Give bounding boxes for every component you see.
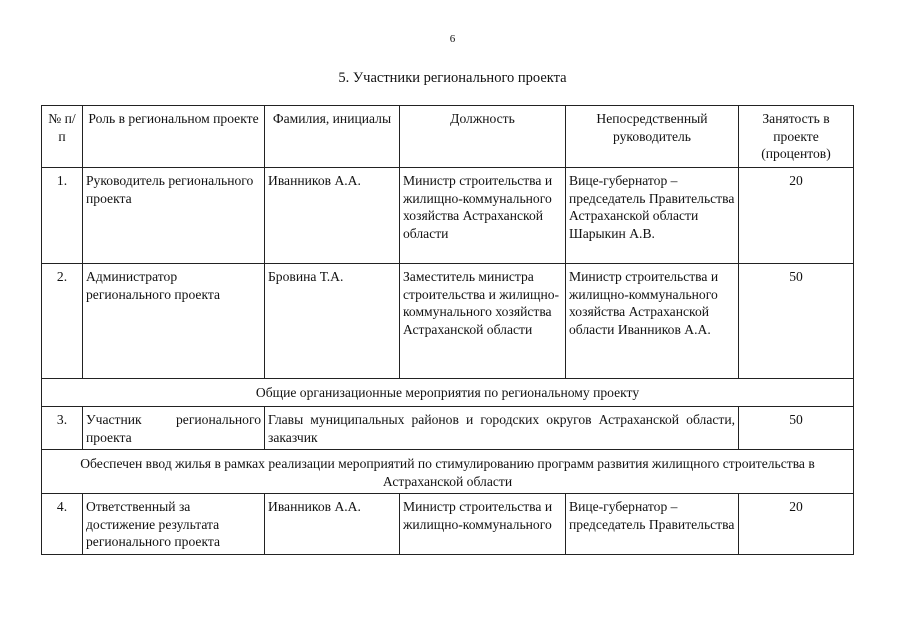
row-num: 4. bbox=[42, 494, 83, 555]
row-name: Иванников А.А. bbox=[265, 168, 400, 264]
row-role: Участник регионального проекта bbox=[83, 407, 265, 450]
row-name: Иванников А.А. bbox=[265, 494, 400, 555]
row-num: 1. bbox=[42, 168, 83, 264]
row-head: Вице-губернатор – председатель Правительства Астраханской области Шарыкин А.В. bbox=[566, 168, 739, 264]
section-general-label: Общие организационные мероприятия по региональному проекту bbox=[42, 379, 854, 407]
row-num: 2. bbox=[42, 264, 83, 379]
row-participants-merged: Главы муниципальных районов и городских округов Астраханской области, заказчик bbox=[265, 407, 739, 450]
section-row-general bbox=[42, 379, 854, 407]
row-role: Ответственный за достижение результата регионального проекта bbox=[83, 494, 265, 555]
row-position: Министр строительства и жилищно-коммунального хозяйства Астраханской области bbox=[400, 168, 566, 264]
table-header-row bbox=[42, 106, 854, 168]
table-row bbox=[42, 407, 854, 450]
row-num: 3. bbox=[42, 407, 83, 450]
header-name: Фамилия, инициалы bbox=[265, 106, 400, 168]
header-head: Непосредственный руководитель bbox=[566, 106, 739, 168]
row-share: 50 bbox=[739, 407, 854, 450]
row-share: 20 bbox=[739, 168, 854, 264]
row-role: Администратор регионального проекта bbox=[83, 264, 265, 379]
header-num: № п/п bbox=[42, 106, 83, 168]
header-position: Должность bbox=[400, 106, 566, 168]
row-role: Руководитель регионального проекта bbox=[83, 168, 265, 264]
table-row bbox=[42, 168, 854, 264]
row-position: Заместитель министра строительства и жилищно-коммунального хозяйства Астраханской области bbox=[400, 264, 566, 379]
row-position: Министр строительства и жилищно-коммунального bbox=[400, 494, 566, 555]
section-housing-label: Обеспечен ввод жилья в рамках реализации мероприятий по стимулированию программ развития жилищного строительства в Астраханской области bbox=[42, 450, 854, 494]
header-role: Роль в региональном проекте bbox=[83, 106, 265, 168]
table-row bbox=[42, 494, 854, 555]
section-title: 5. Участники регионального проекта bbox=[338, 70, 567, 86]
row-share: 20 bbox=[739, 494, 854, 555]
section-row-housing bbox=[42, 450, 854, 494]
row-head: Вице-губернатор – председатель Правительства bbox=[566, 494, 739, 555]
row-head: Министр строительства и жилищно-коммунального хозяйства Астраханской области Иванников А.А. bbox=[566, 264, 739, 379]
page-number: 6 bbox=[449, 33, 456, 45]
row-share: 50 bbox=[739, 264, 854, 379]
table-row bbox=[42, 264, 854, 379]
row-name: Бровина Т.А. bbox=[265, 264, 400, 379]
participants-table bbox=[41, 105, 854, 555]
header-share: Занятость в проекте (процентов) bbox=[739, 106, 854, 168]
